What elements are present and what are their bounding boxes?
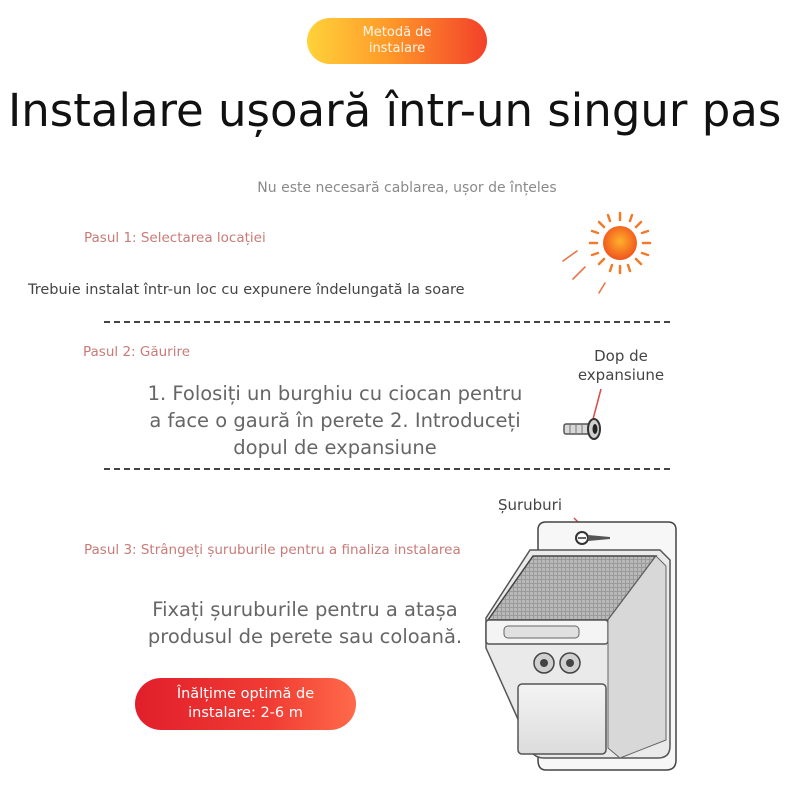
step3-line-1: Fixați șuruburile pentru a atașa (152, 598, 458, 621)
page-subtitle: Nu este necesară cablarea, ușor de înțeles (257, 180, 557, 196)
optimal-height-badge (135, 678, 356, 730)
divider (104, 468, 670, 470)
badge-line-1: Metodă de (362, 25, 432, 40)
screws-label: Șuruburi (497, 496, 563, 514)
step3-line-2: produsul de perete sau coloană. (147, 625, 463, 648)
step2-title: Pasul 2: Găurire (83, 344, 191, 360)
sun-icon (555, 205, 660, 300)
step2-line-2: a face o gaură în perete 2. Introduceți (149, 409, 521, 432)
step1-text: Trebuie instalat într-un loc cu expunere îndelungată la soare (28, 282, 465, 298)
height-badge-line-2: instalare: 2-6 m (188, 705, 303, 721)
expansion-plug-label-line-1: Dop de (594, 347, 648, 365)
divider (104, 321, 670, 323)
expansion-plug-label (565, 347, 677, 385)
badge-line-2: instalare (368, 41, 426, 56)
step1-title: Pasul 1: Selectarea locației (84, 230, 266, 246)
expansion-plug-label-line-2: expansiune (577, 366, 665, 384)
solar-lamp-icon (478, 508, 683, 773)
step3-title: Pasul 3: Strângeți șuruburile pentru a finaliza instalarea (84, 542, 461, 558)
expansion-plug-icon (558, 385, 608, 450)
page-title: Instalare ușoară într-un singur pas (8, 84, 782, 137)
step2-line-1: 1. Folosiți un burghiu cu ciocan pentru (147, 382, 523, 405)
step3-instructions (125, 596, 485, 650)
height-badge-line-1: Înălțime optimă de (176, 686, 315, 702)
install-method-badge (307, 18, 487, 64)
step2-instructions (120, 380, 550, 461)
step2-line-3: dopul de expansiune (233, 436, 437, 459)
